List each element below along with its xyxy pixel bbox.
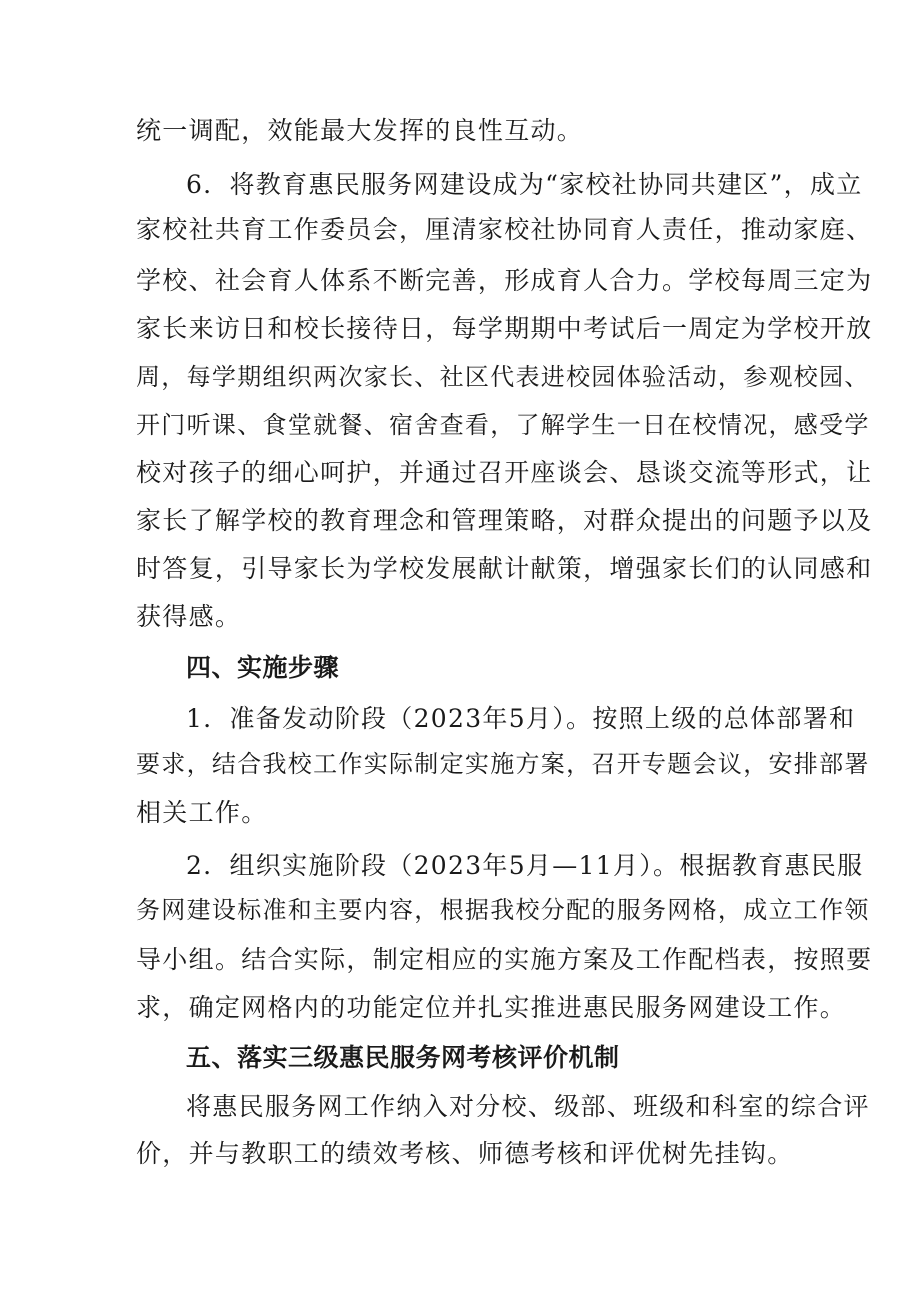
paragraph-line: 校对孩子的细心呵护，并通过召开座谈会、恳谈交流等形式，让: [136, 458, 873, 487]
paragraph-line: 求，确定网格内的功能定位并扎实推进惠民服务网建设工作。: [136, 993, 847, 1022]
paragraph-line: 导小组。结合实际，制定相应的实施方案及工作配档表，按照要: [136, 945, 873, 974]
paragraph-line: 价，并与教职工的绩效考核、师德考核和评优树先挂钩。: [136, 1139, 794, 1168]
paragraph-line: 周，每学期组织两次家长、社区代表进校园体验活动，参观校园、: [136, 363, 870, 391]
section-heading-evaluation-mechanism: 五、落实三级惠民服务网考核评价机制: [186, 1043, 620, 1072]
section-heading-implementation-steps: 四、实施步骤: [186, 653, 340, 682]
paragraph-line: 获得感。: [136, 602, 242, 631]
paragraph-line: 2．组织实施阶段（2023年5月—11月）。根据教育惠民服: [186, 851, 864, 880]
paragraph-line: 时答复，引导家长为学校发展献计献策，增强家长们的认同感和: [136, 554, 873, 583]
paragraph-line: 相关工作。: [136, 798, 268, 827]
paragraph-line: 1．准备发动阶段（2023年5月）。按照上级的总体部署和: [186, 704, 856, 733]
paragraph-line: 将惠民服务网工作纳入对分校、级部、班级和科室的综合评: [186, 1092, 870, 1121]
paragraph-line: 学校、社会育人体系不断完善，形成育人合力。学校每周三定为: [136, 266, 873, 295]
paragraph-line: 家长了解学校的教育理念和管理策略，对群众提出的问题予以及: [136, 506, 873, 535]
paragraph-line: 家校社共育工作委员会，厘清家校社协同育人责任，推动家庭、: [136, 215, 873, 244]
paragraph-line: 开门听课、食堂就餐、宿舍查看，了解学生一日在校情况，感受学: [136, 411, 870, 439]
paragraph-line: 要求，结合我校工作实际制定实施方案，召开专题会议，安排部署: [136, 750, 870, 778]
paragraph-line: 务网建设标准和主要内容，根据我校分配的服务网格，成立工作领: [136, 896, 870, 924]
paragraph-line: 统一调配，效能最大发挥的良性互动。: [136, 116, 584, 145]
paragraph-line: 家长来访日和校长接待日，每学期期中考试后一周定为学校开放: [136, 314, 873, 343]
paragraph-line: 6．将教育惠民服务网建设成为“家校社协同共建区”，成立: [186, 170, 863, 199]
